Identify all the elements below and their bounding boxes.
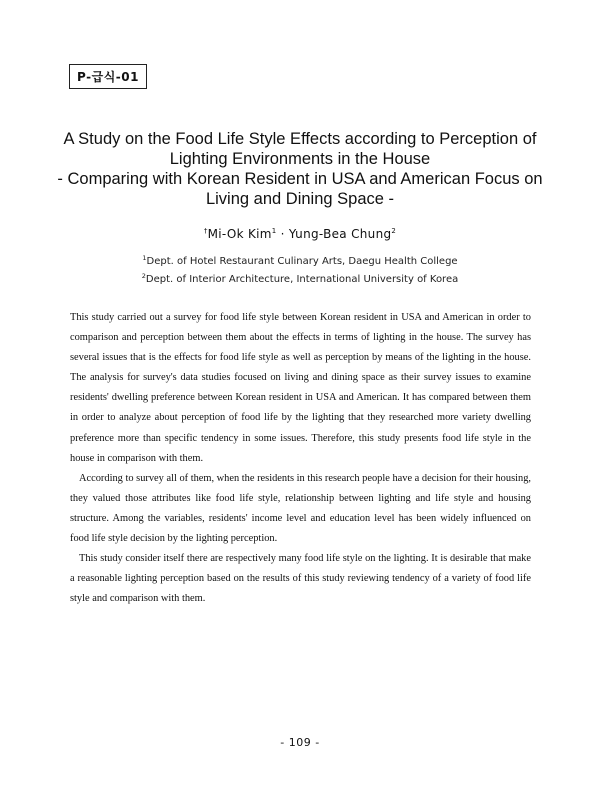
affiliation-2-text: Dept. of Interior Architecture, International University of Korea bbox=[145, 274, 459, 285]
paper-title bbox=[40, 129, 560, 209]
abstract-body bbox=[70, 308, 531, 609]
abstract-paragraph-3: This study consider itself there are respectively many food life style on the lighting. It is desirable that make a reasonable lighting perception based on the results of this study reviewing tendency of a variety of food life style and comparison with them. bbox=[70, 553, 531, 605]
title-line-1: A Study on the Food Life Style Effects according to Perception of bbox=[63, 130, 537, 148]
affiliation-1-text: Dept. of Hotel Restaurant Culinary Arts, Daegu Health College bbox=[146, 256, 458, 267]
paper-code-label: P-급식-01 bbox=[69, 64, 147, 89]
author-separator: · bbox=[276, 227, 289, 241]
author-2-name: Yung-Bea Chung bbox=[288, 227, 392, 241]
corresponding-mark: † bbox=[203, 227, 208, 235]
affiliation-2 bbox=[40, 269, 560, 287]
author-1-affil-num: 1 bbox=[271, 227, 277, 235]
author-line bbox=[40, 227, 560, 241]
affiliation-1 bbox=[40, 251, 560, 269]
title-line-2: Lighting Environments in the House bbox=[169, 150, 431, 168]
affiliation-1-num: 1 bbox=[142, 254, 147, 262]
subtitle-line-1: - Comparing with Korean Resident in USA and American Focus on bbox=[57, 170, 543, 188]
author-1-name: Mi-Ok Kim bbox=[207, 227, 272, 241]
affiliations bbox=[40, 251, 560, 287]
abstract-paragraph-2: According to survey all of them, when the residents in this research people have a decision for their housing, they valued those attributes like food life style, relationship between lighting and life style and housing structure. Among the variables, residents' income level and education level has been widely influenced on food life style decision by the lighting perception. bbox=[70, 472, 531, 545]
affiliation-2-num: 2 bbox=[141, 272, 146, 280]
page-number: - 109 - bbox=[280, 736, 320, 749]
author-2-affil-num: 2 bbox=[391, 227, 397, 235]
subtitle-line-2: Living and Dining Space - bbox=[205, 190, 395, 208]
abstract-paragraph-1: This study carried out a survey for food life style between Korean resident in USA and American in order to comparison and perception between them about the effects in terms of lighting in the house. The survey has several issues that is the effects for food life style as well as perception by means of the lighting in the house. The analysis for survey's data studies focused on living and dining space as their survey issues to examine residents' dwelling preference between Korean resident in USA and American. It has compared between them in order to analyze about perception of food life by the lighting that they researched more variety dwelling preference more than specific tendency in some issues. Therefore, this study presents food life style in the house in comparison with them. bbox=[70, 312, 531, 464]
